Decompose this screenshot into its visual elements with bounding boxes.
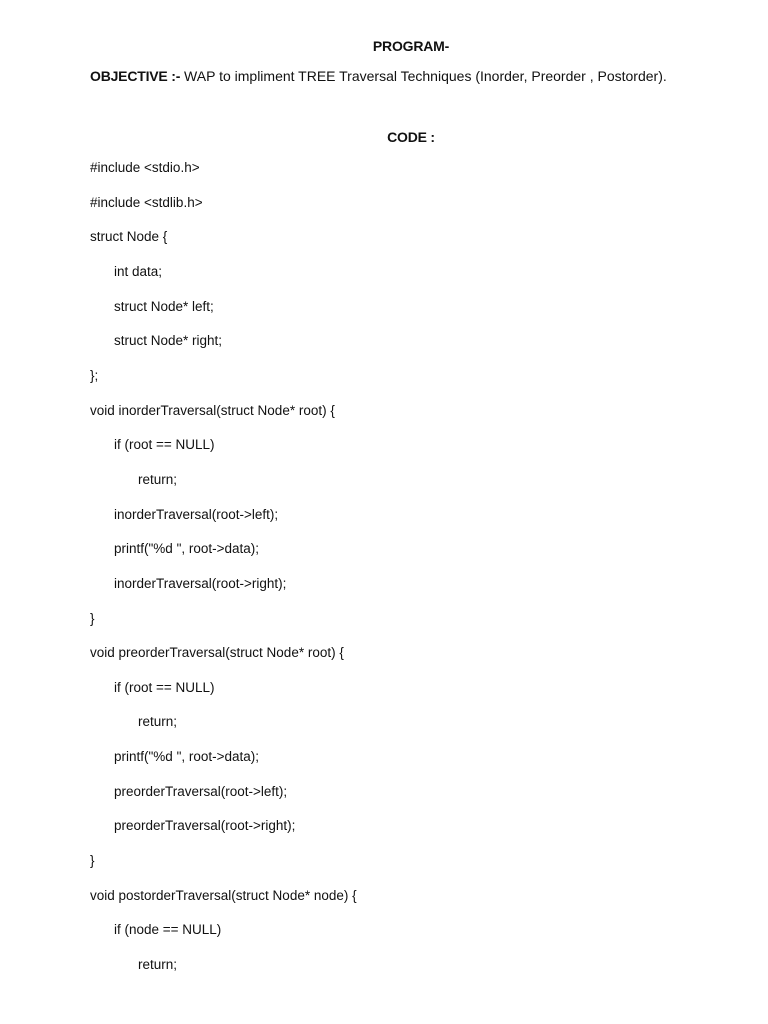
code-line: void postorderTraversal(struct Node* node) { bbox=[90, 887, 357, 903]
code-line: inorderTraversal(root->right); bbox=[114, 575, 287, 591]
code-line: void inorderTraversal(struct Node* root) { bbox=[90, 402, 335, 418]
code-line: printf("%d ", root->data); bbox=[114, 749, 260, 764]
program-heading: PROGRAM- bbox=[372, 38, 450, 54]
code-line: if (root == NULL) bbox=[114, 437, 215, 453]
code-line: } bbox=[90, 853, 95, 868]
code-line: if (root == NULL) bbox=[114, 679, 215, 695]
code-line: inorderTraversal(root->left); bbox=[114, 506, 279, 522]
code-line: return; bbox=[138, 956, 178, 972]
code-line: preorderTraversal(root->left); bbox=[114, 783, 288, 799]
code-line: if (node == NULL) bbox=[114, 922, 222, 938]
code-line: } bbox=[90, 610, 95, 626]
objective-text: WAP to impliment TREE Traversal Techniques (Inorder, Preorder , Postorder). bbox=[180, 68, 667, 84]
code-line: return; bbox=[138, 714, 178, 730]
code-line: struct Node* left; bbox=[114, 298, 214, 314]
code-line: #include <stdio.h> bbox=[90, 160, 200, 175]
objective-line bbox=[90, 68, 667, 84]
code-line: preorderTraversal(root->right); bbox=[114, 818, 296, 834]
code-line: }; bbox=[90, 367, 99, 383]
code-line: int data; bbox=[114, 263, 163, 279]
code-line: void preorderTraversal(struct Node* root) { bbox=[90, 645, 344, 661]
objective-label: OBJECTIVE :- bbox=[90, 68, 181, 84]
code-line: struct Node { bbox=[90, 229, 168, 245]
code-line: printf("%d ", root->data); bbox=[114, 541, 260, 557]
code-line: struct Node* right; bbox=[114, 333, 223, 349]
code-line: return; bbox=[138, 471, 178, 487]
code-heading: CODE : bbox=[387, 129, 435, 145]
code-line: #include <stdlib.h> bbox=[90, 194, 203, 210]
